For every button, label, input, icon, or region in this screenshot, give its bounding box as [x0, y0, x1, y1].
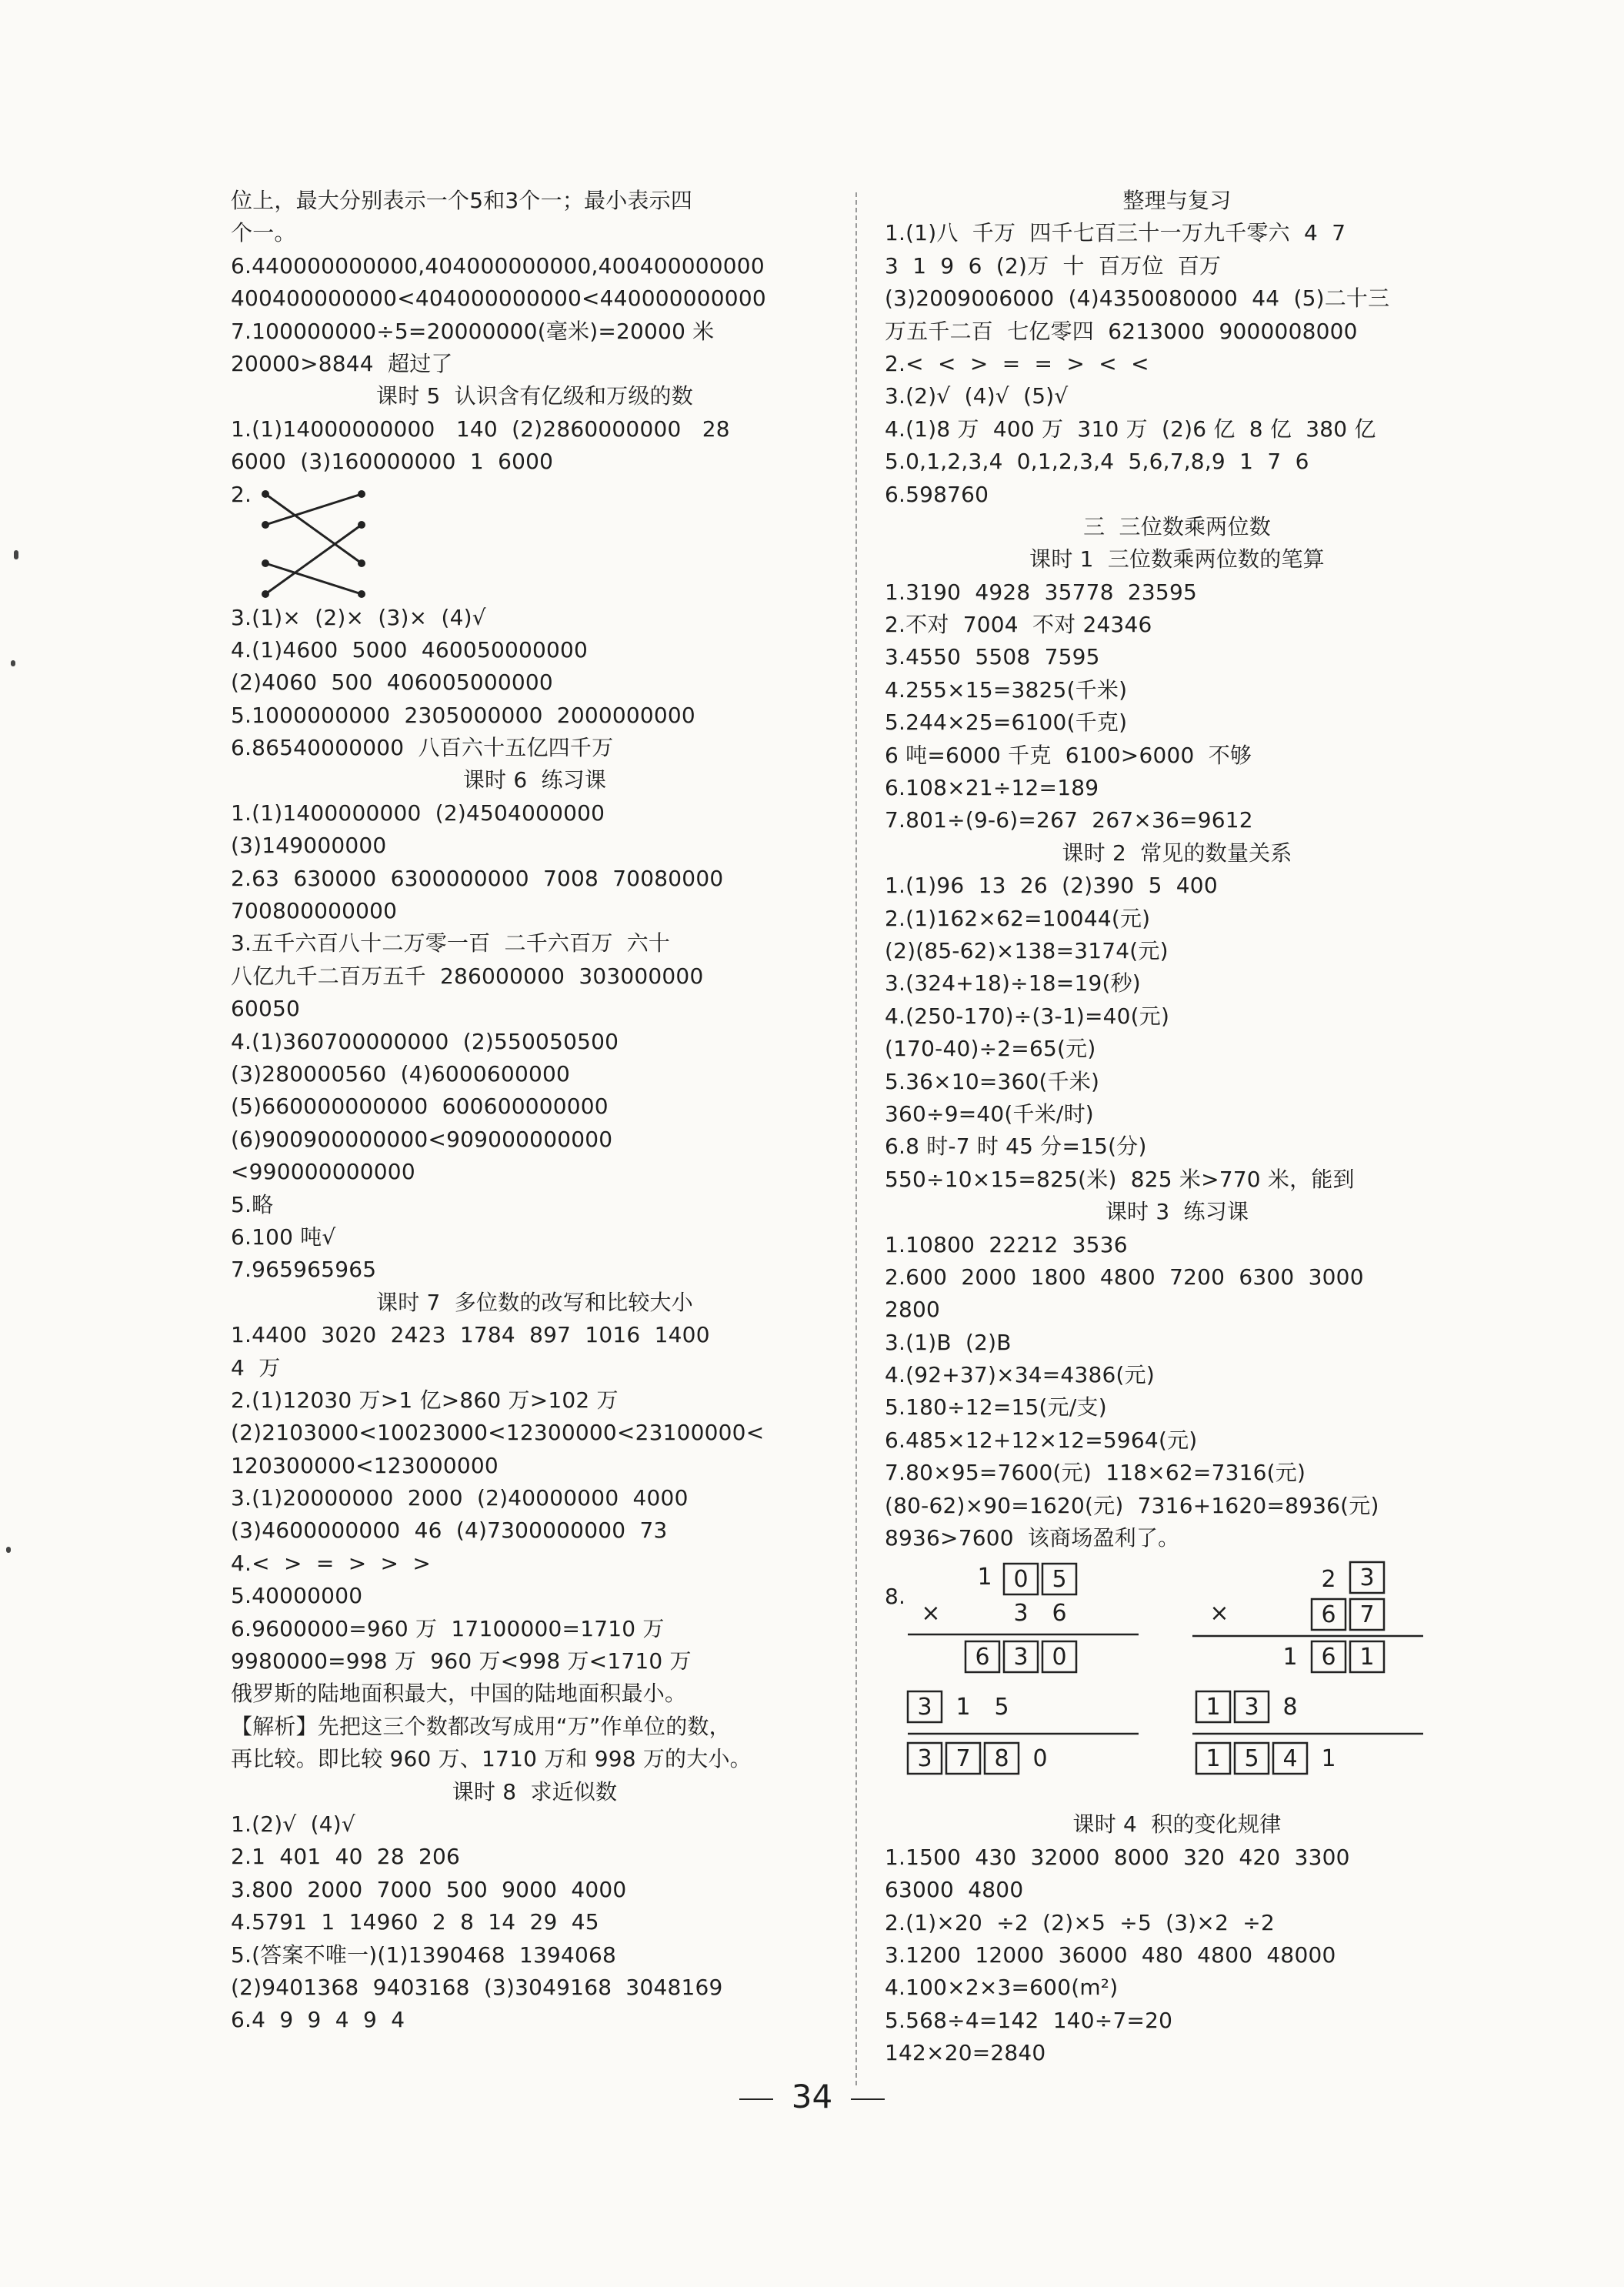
- answer-line: (3)149000000: [231, 833, 387, 859]
- answer-line: 2.(1)12030 万>1 亿>860 万>102 万: [231, 1387, 619, 1413]
- answer-line: (2)2103000<10023000<12300000<23100000<: [231, 1420, 765, 1446]
- answer-line: 6.485×12+12×12=5964(元): [885, 1427, 1198, 1453]
- times-sign: ×: [1209, 1600, 1229, 1628]
- analysis-line: 再比较。即比较 960 万、1710 万和 998 万的大小。: [231, 1746, 752, 1772]
- answer-line: 2800: [885, 1297, 941, 1323]
- answer-line: 万五千二百 七亿零四 6213000 9000008000: [885, 318, 1358, 344]
- digit: 5: [1244, 1745, 1259, 1773]
- answer-line: 3.800 2000 7000 500 9000 4000: [231, 1876, 627, 1902]
- answer-line: (80-62)×90=1620(元) 7316+1620=8936(元): [885, 1492, 1379, 1518]
- footer-dash: [851, 2098, 885, 2100]
- digit: 1: [1321, 1745, 1336, 1773]
- answer-line: (2)9401368 9403168 (3)3049168 3048169: [231, 1974, 723, 2000]
- answer-line: 3.五千六百八十二万零一百 二千六百万 六十: [231, 930, 671, 957]
- page-number: 34: [791, 2078, 833, 2115]
- answer-line: 5.40000000: [231, 1583, 363, 1609]
- calculation-1: [908, 1564, 1139, 1774]
- answer-line: 3.1200 12000 36000 480 4800 48000: [885, 1941, 1336, 1968]
- digit: 1: [955, 1694, 971, 1721]
- times-sign: ×: [921, 1600, 941, 1628]
- answer-line: 700800000000: [231, 898, 398, 924]
- answer-line: (3)2009006000 (4)4350080000 44 (5)二十三: [885, 285, 1390, 312]
- digit: 1: [1282, 1644, 1298, 1671]
- digit: 1: [1359, 1644, 1375, 1671]
- answer-line: 4.(250-170)÷(3-1)=40(元): [885, 1003, 1170, 1029]
- answer-line: 3.(1)20000000 2000 (2)40000000 4000: [231, 1485, 689, 1511]
- match-dot: [262, 490, 269, 498]
- question-number: 2.: [231, 481, 252, 507]
- answer-line: 4.100×2×3=600(m²): [885, 1975, 1119, 2001]
- page-number-footer: [0, 2078, 1624, 2115]
- section-heading: 课时 7 多位数的改写和比较大小: [376, 1289, 693, 1315]
- digit: 2: [1321, 1566, 1336, 1594]
- answer-line: 6.4 9 9 4 9 4: [231, 2007, 405, 2033]
- answer-line: 1.(1)96 13 26 (2)390 5 400: [885, 873, 1218, 899]
- section-heading: 整理与复习: [1122, 188, 1232, 213]
- digit: 6: [1321, 1644, 1336, 1671]
- digit: 7: [1359, 1601, 1375, 1629]
- answer-line: 1.(2)√ (4)√: [231, 1811, 355, 1837]
- digit: 5: [1052, 1566, 1067, 1594]
- section-heading: 课时 2 常见的数量关系: [1062, 840, 1292, 866]
- answer-line: 八亿九千二百万五千 286000000 303000000: [231, 963, 704, 989]
- answer-line: 360÷9=40(千米/时): [885, 1100, 1094, 1127]
- answer-line: 5.(答案不唯一)(1)1390468 1394068: [231, 1941, 617, 1968]
- answer-line: 1.4400 3020 2423 1784 897 1016 1400: [231, 1322, 710, 1348]
- answer-line: 3.(1)B (2)B: [885, 1329, 1012, 1355]
- answer-line: 120300000<123000000: [231, 1452, 499, 1478]
- answer-line: 1.(1)八 千万 四千七百三十一万九千零六 4 7: [885, 220, 1346, 246]
- answer-line: 4.5791 1 14960 2 8 14 29 45: [231, 1909, 599, 1935]
- answer-line: 6 吨=6000 千克 6100>6000 不够: [885, 742, 1252, 768]
- answer-line: 550÷10×15=825(米) 825 米>770 米，能到: [885, 1166, 1355, 1192]
- answer-line: 4.< > = > > >: [231, 1550, 432, 1576]
- footer-dash: [739, 2098, 773, 2100]
- answer-line: 6.86540000000 八百六十五亿四千万: [231, 735, 614, 761]
- matching-lines-diagram: [246, 479, 400, 602]
- scan-mark: [6, 1547, 11, 1553]
- answer-line: 3 1 9 6 (2)万 十 百万位 百万: [885, 252, 1222, 279]
- answer-line: 7.100000000÷5=20000000(毫米)=20000 米: [231, 318, 715, 344]
- match-dot: [262, 521, 269, 529]
- scan-mark: [11, 660, 15, 666]
- digit: 0: [1013, 1566, 1029, 1594]
- answer-line: 5.1000000000 2305000000 2000000000: [231, 702, 695, 728]
- answer-line: 20000>8844 超过了: [231, 350, 453, 376]
- answer-line: 1.(1)14000000000 140 (2)2860000000 28: [231, 416, 730, 442]
- answer-line: 5.244×25=6100(千克): [885, 709, 1128, 736]
- match-dot: [358, 559, 365, 567]
- answer-line: 5.568÷4=142 140÷7=20: [885, 2007, 1173, 2033]
- answer-line: 7.965965965: [231, 1257, 377, 1283]
- answer-line: 2.600 2000 1800 4800 7200 6300 3000: [885, 1264, 1364, 1290]
- answer-line: (3)4600000000 46 (4)7300000000 73: [231, 1517, 668, 1544]
- vertical-multiplication-diagram: [885, 1554, 1469, 1808]
- digit: 3: [1013, 1644, 1029, 1671]
- section-heading: 课时 3 练习课: [1105, 1199, 1249, 1225]
- answer-line: 400400000000<404000000000<440000000000: [231, 285, 766, 312]
- matching-question: [231, 479, 839, 602]
- answer-line: 5.180÷12=15(元/支): [885, 1394, 1107, 1421]
- digit: 1: [1205, 1694, 1221, 1721]
- answer-line: 位上，最大分别表示一个5和3个一；最小表示四: [231, 188, 693, 213]
- answer-line: 1.(1)1400000000 (2)4504000000: [231, 800, 605, 826]
- answer-line: (6)900900000000<909000000000: [231, 1126, 613, 1152]
- answer-line: 2.1 401 40 28 206: [231, 1844, 461, 1870]
- column-divider: [855, 192, 857, 2085]
- section-heading: 课时 5 认识含有亿级和万级的数: [376, 383, 693, 409]
- answer-line: 1.10800 22212 3536: [885, 1231, 1128, 1257]
- unit-heading: 三 三位数乘两位数: [1083, 513, 1271, 539]
- answer-line: 6.100 吨√: [231, 1224, 336, 1250]
- answer-line: 6000 (3)160000000 1 6000: [231, 449, 554, 475]
- answer-line: 6.108×21÷12=189: [885, 775, 1099, 801]
- matching-line: [265, 494, 362, 563]
- answer-line: 63000 4800: [885, 1877, 1024, 1903]
- matching-line: [265, 494, 362, 525]
- answer-line: 6.440000000000,404000000000,400400000000: [231, 252, 765, 279]
- answer-line: 3.(1)× (2)× (3)× (4)√: [231, 604, 486, 630]
- answer-line: 4.(1)4600 5000 460050000000: [231, 636, 589, 663]
- digit: 6: [1052, 1600, 1067, 1628]
- digit: 3: [917, 1694, 932, 1721]
- digit: 6: [1321, 1601, 1336, 1629]
- section-heading: 课时 1 三位数乘两位数的笔算: [1029, 546, 1325, 573]
- answer-line: 2.(1)×20 ÷2 (2)×5 ÷5 (3)×2 ÷2: [885, 1909, 1275, 1935]
- answer-line: 5.0,1,2,3,4 0,1,2,3,4 5,6,7,8,9 1 7 6: [885, 449, 1309, 475]
- digit: 4: [1282, 1745, 1298, 1773]
- calculation-2: [1192, 1562, 1423, 1774]
- digit: 3: [1244, 1694, 1259, 1721]
- answer-line: (5)660000000000 600600000000: [231, 1093, 609, 1120]
- answer-line: 1.3190 4928 35778 23595: [885, 579, 1197, 605]
- section-heading: 课时 4 积的变化规律: [1072, 1811, 1282, 1838]
- digit: 3: [1359, 1564, 1375, 1592]
- answer-line: (3)280000560 (4)6000600000: [231, 1060, 570, 1087]
- scan-mark: [14, 550, 18, 559]
- digit: 7: [955, 1745, 971, 1773]
- match-dot: [358, 590, 365, 598]
- answer-line: (2)(85-62)×138=3174(元): [885, 937, 1169, 963]
- left-column: [231, 185, 839, 2037]
- answer-line: (2)4060 500 406005000000: [231, 669, 553, 696]
- answer-line: 9980000=998 万 960 万<998 万<1710 万: [231, 1648, 692, 1674]
- section-heading: 课时 8 求近似数: [452, 1778, 618, 1805]
- digit: 1: [1205, 1745, 1221, 1773]
- right-column: [885, 185, 1469, 2070]
- answer-line: 60050: [231, 996, 301, 1022]
- match-dot: [358, 521, 365, 529]
- question-number: 8.: [885, 1584, 906, 1610]
- digit: 5: [994, 1694, 1009, 1721]
- answer-line: 2.(1)162×62=10044(元): [885, 905, 1151, 931]
- answer-line: 1.1500 430 32000 8000 320 420 3300: [885, 1844, 1350, 1870]
- match-dot: [262, 590, 269, 598]
- answer-line: 8936>7600 该商场盈利了。: [885, 1525, 1180, 1551]
- answer-line: 4.255×15=3825(千米): [885, 676, 1128, 703]
- digit: 3: [917, 1745, 932, 1773]
- answer-line: 5.36×10=360(千米): [885, 1068, 1100, 1094]
- answer-line: 7.801÷(9-6)=267 267×36=9612: [885, 807, 1253, 833]
- answer-line: 6.9600000=960 万 17100000=1710 万: [231, 1615, 665, 1641]
- answer-line: 3.(2)√ (4)√ (5)√: [885, 383, 1069, 409]
- answer-line: 5.略: [231, 1191, 274, 1217]
- digit: 0: [1032, 1745, 1048, 1773]
- answer-line: 142×20=2840: [885, 2040, 1046, 2066]
- answer-line: 2.63 630000 6300000000 7008 70080000: [231, 865, 724, 891]
- answer-line: 2.不对 7004 不对 24346: [885, 612, 1152, 638]
- answer-line: 3.(324+18)÷18=19(秒): [885, 970, 1141, 997]
- section-heading: 课时 6 练习课: [462, 767, 607, 793]
- digit: 8: [1282, 1694, 1298, 1721]
- answer-line: 3.4550 5508 7595: [885, 644, 1100, 670]
- matching-line: [265, 525, 362, 594]
- answer-line: 4.(1)360700000000 (2)550050500: [231, 1028, 619, 1054]
- answer-line: 6.598760: [885, 481, 989, 507]
- matching-line: [265, 563, 362, 594]
- answer-line: 4.(1)8 万 400 万 310 万 (2)6 亿 8 亿 380 亿: [885, 416, 1376, 442]
- answer-line: 6.8 时-7 时 45 分=15(分): [885, 1133, 1147, 1160]
- digit: 6: [975, 1644, 990, 1671]
- digit: 8: [994, 1745, 1009, 1773]
- digit: 1: [977, 1564, 992, 1591]
- q8-multiplication: [885, 1554, 1469, 1808]
- answer-line: 个一。: [231, 220, 296, 246]
- digit: 3: [1013, 1600, 1029, 1628]
- analysis-line: 【解析】先把这三个数都改写成用“万”作单位的数，: [231, 1713, 731, 1739]
- answer-line: 4.(92+37)×34=4386(元): [885, 1362, 1155, 1388]
- match-dot: [358, 490, 365, 498]
- answer-line: (170-40)÷2=65(元): [885, 1036, 1096, 1062]
- answer-line: 4 万: [231, 1354, 281, 1381]
- answer-line: 俄罗斯的陆地面积最大，中国的陆地面积最小。: [231, 1681, 687, 1707]
- digit: 0: [1052, 1644, 1067, 1671]
- match-dot: [262, 559, 269, 567]
- answer-line: 2.< < > = = > < <: [885, 350, 1149, 376]
- answer-line: 7.80×95=7600(元) 118×62=7316(元): [885, 1460, 1306, 1486]
- answer-line: <990000000000: [231, 1159, 415, 1185]
